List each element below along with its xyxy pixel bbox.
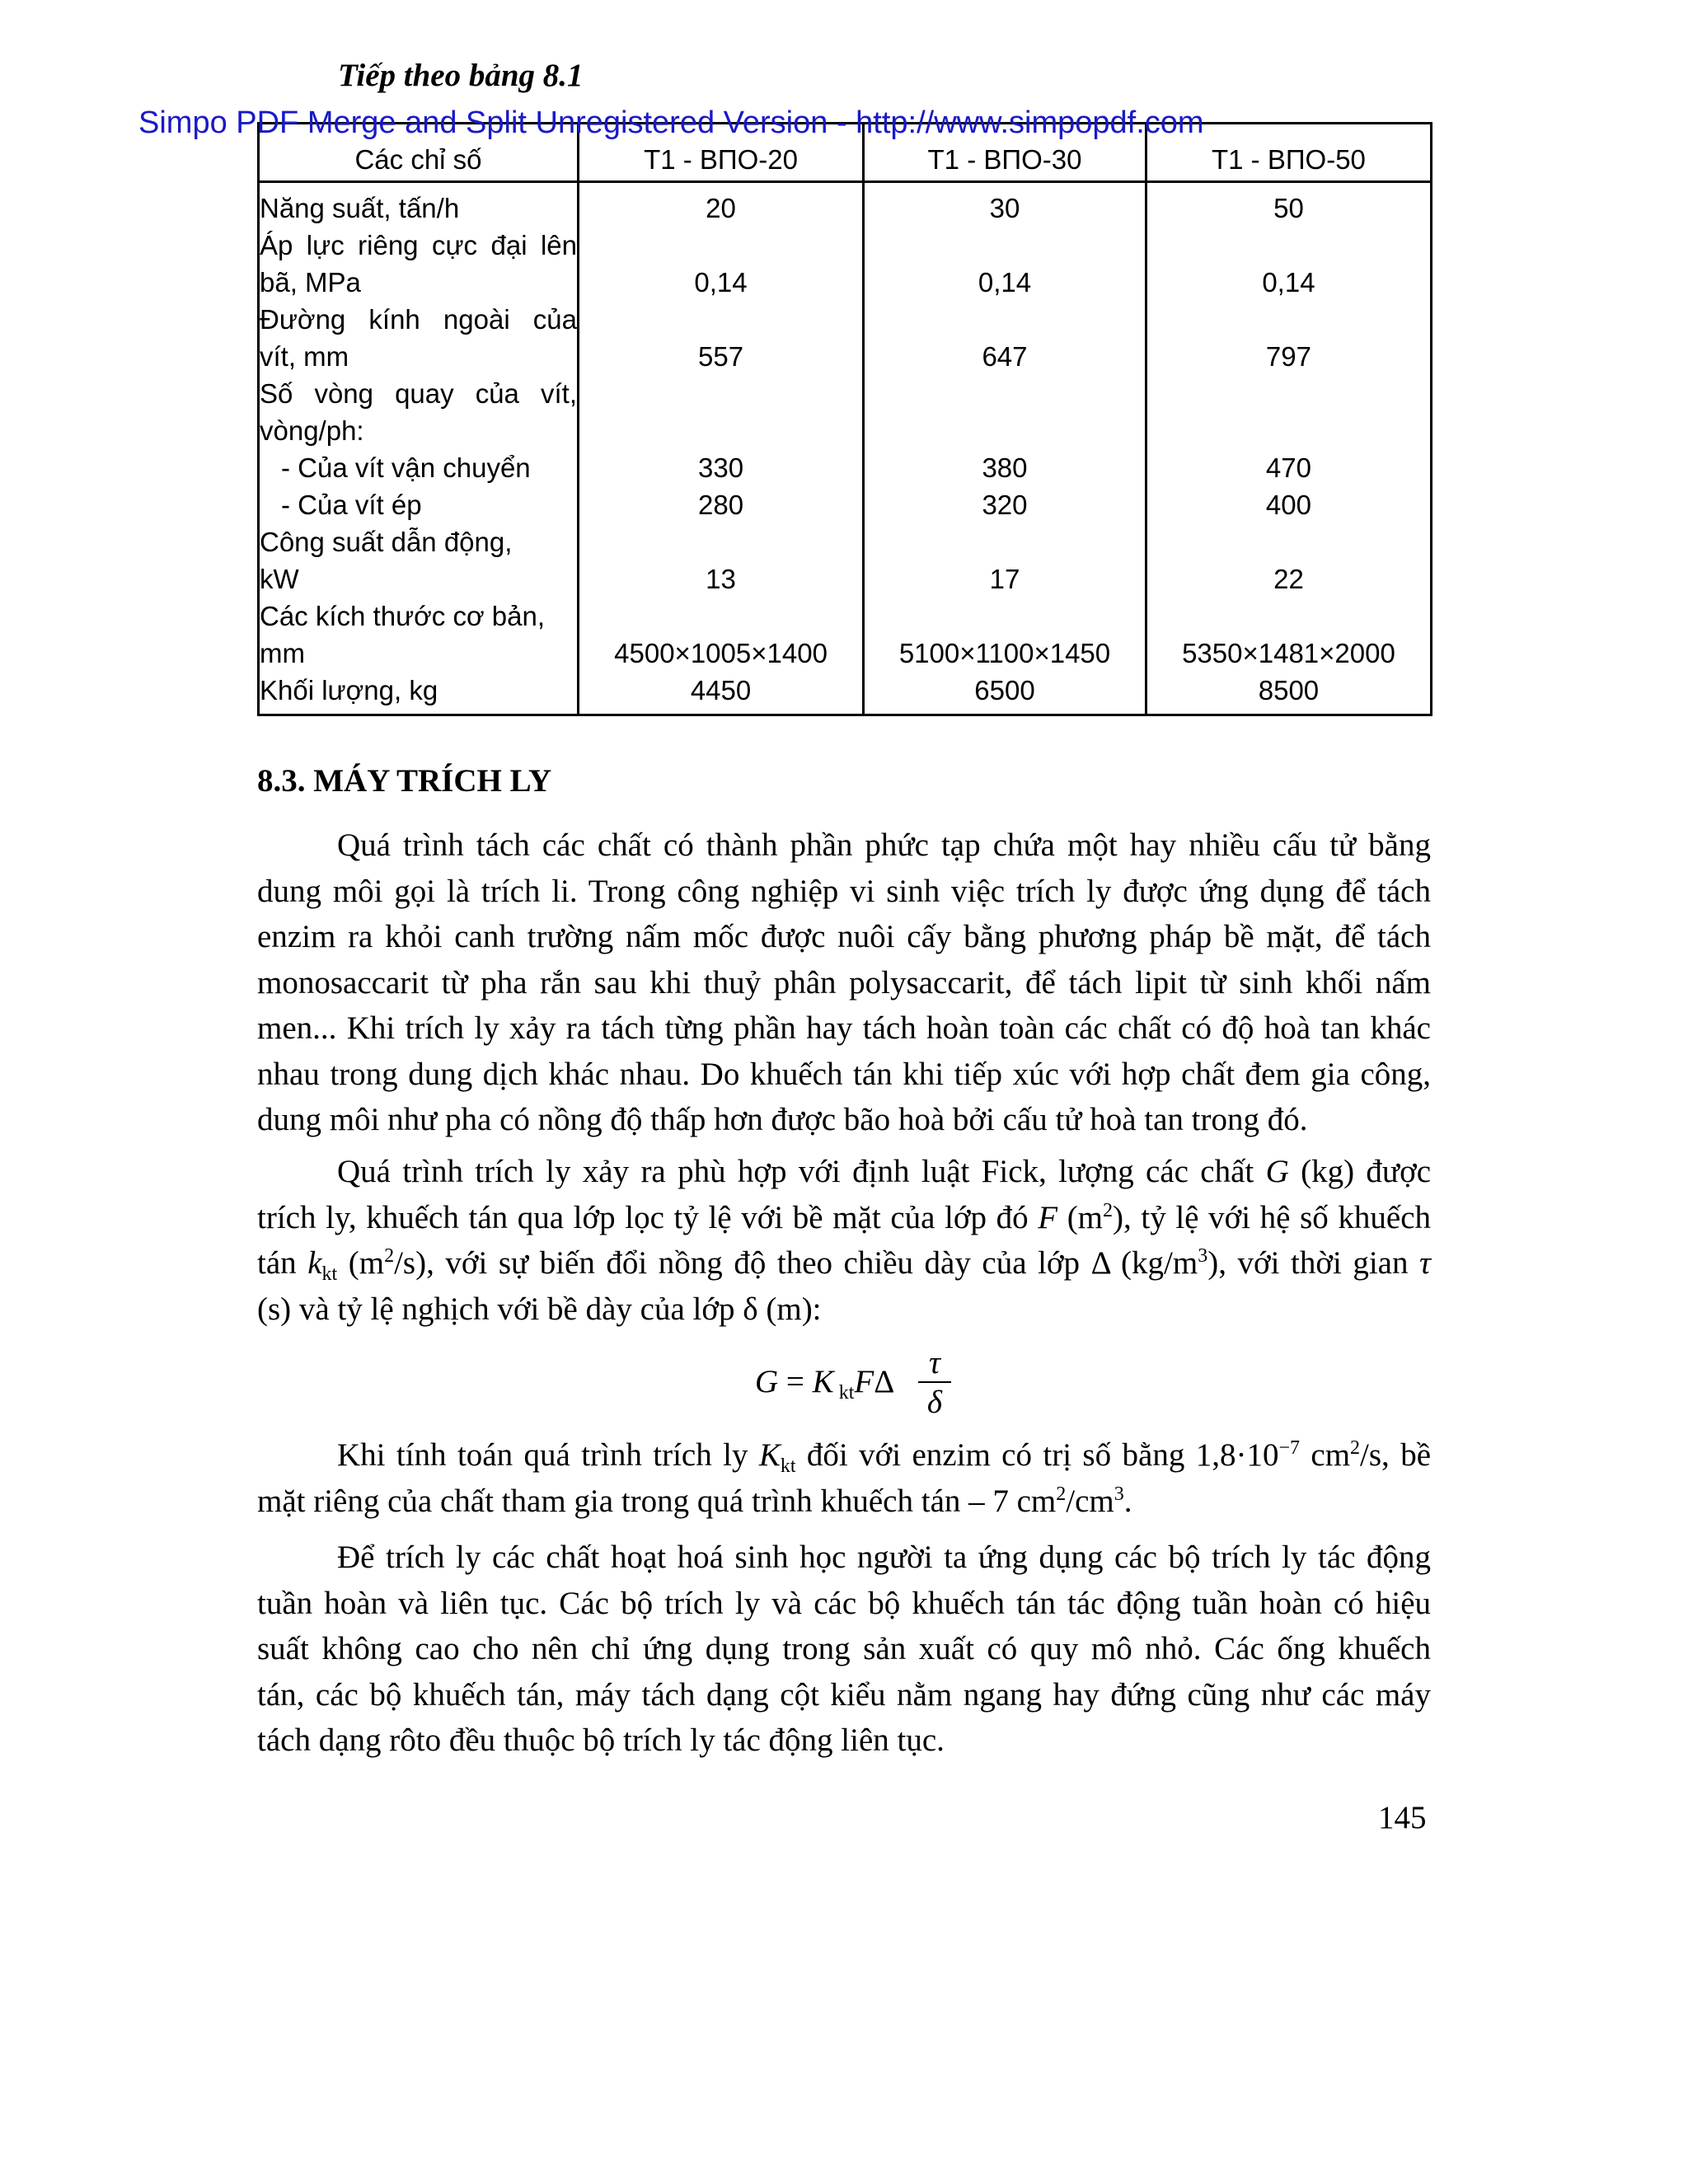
header-cell: Các chỉ số <box>259 124 579 182</box>
label-line: vít, mm <box>260 341 349 372</box>
row-label <box>259 182 579 227</box>
text-line: enzim ra khỏi canh trường nấm mốc được nuôi cấy bằng phương pháp bề mặt, để tách <box>257 919 1431 954</box>
row-label <box>259 486 579 523</box>
table-row <box>259 301 1432 375</box>
row-label <box>259 227 579 301</box>
table-row <box>259 598 1432 672</box>
table-cell: 22 <box>1273 564 1304 594</box>
table-cell: 280 <box>698 490 744 520</box>
label-line: Khối lượng, kg <box>260 675 438 705</box>
label-line: kW <box>260 564 299 594</box>
watermark-link[interactable]: Simpo PDF Merge and Split Unregistered Version - http://www.simpopdf.com <box>138 105 1204 140</box>
table-cell: 50 <box>1273 193 1304 223</box>
formula-denominator: δ <box>926 1385 943 1420</box>
table-cell: 5100×1100×1450 <box>898 638 1111 668</box>
text-line: dung môi như pha có nồng độ thấp hơn được bão hoà bởi cấu tử hoà tan trong đó. <box>257 1102 1308 1137</box>
text-line: men... Khi trích ly xảy ra tách từng phần hay tách hoàn toàn các chất có độ hoà tan khác <box>257 1010 1431 1046</box>
paragraph-4 <box>257 1535 1431 1764</box>
label-line: Công suất dẫn động, <box>260 527 513 557</box>
header-cell: T1 - BПО-20 <box>579 124 864 182</box>
section-heading: 8.3. MÁY TRÍCH LY <box>257 763 552 799</box>
label-line: bã, MPa <box>260 267 361 298</box>
table-row <box>259 182 1432 227</box>
table-cell <box>579 412 862 449</box>
label-line: Số vòng quay của vít, <box>260 378 577 409</box>
table-cell: 5350×1481×2000 <box>1182 638 1395 668</box>
table-cell: 0,14 <box>978 267 1032 298</box>
header-cell: T1 - BПО-50 <box>1146 124 1431 182</box>
label-line: mm <box>260 638 305 668</box>
table-row <box>259 672 1432 715</box>
text-line: dung môi gọi là trích li. Trong công nghiệp vi sinh việc trích ly được ứng dụng để tách <box>257 873 1431 909</box>
table-row <box>259 375 1432 449</box>
text-line: tuần hoàn và liên tục. Các bộ trích ly và các bộ khuếch tán tác động tuần hoàn có hiệu <box>257 1585 1431 1621</box>
table-cell: 380 <box>982 452 1028 483</box>
text-line: Khi tính toán quá trình trích ly $K_{kt}$ đối với enzim có trị số bằng $1,8\cdot 10^{-7}$ $cm^2/s$, bề <box>337 1437 1432 1477</box>
table-cell: 4500×1005×1400 <box>614 638 828 668</box>
row-label <box>259 301 579 375</box>
row-label <box>259 375 579 449</box>
paragraph-1 <box>257 823 1431 1143</box>
table-cell: 4450 <box>690 675 752 705</box>
label-line: Đường kính ngoài của <box>260 304 577 335</box>
text-line: trích ly, khuếch tán qua lớp lọc tỷ lệ với bề mặt của lớp đó F $(m^2)$, tỷ lệ với hệ số khuếch <box>257 1199 1432 1235</box>
table-cell: 30 <box>989 193 1020 223</box>
label-line: - Của vít vận chuyển <box>281 452 531 483</box>
table-cell: 0,14 <box>694 267 748 298</box>
fick-formula <box>755 1345 953 1424</box>
text-line: Quá trình tách các chất có thành phần phức tạp chứa một hay nhiều cấu tử bằng <box>337 827 1431 863</box>
table-continuation-title: Tiếp theo bảng 8.1 <box>338 58 584 93</box>
text-line: tán $k_{kt}$ $(m^2/s)$, với sự biến đổi nồng độ theo chiều dày của lớp Δ $(kg/m^3)$, với thời gian τ <box>257 1245 1431 1285</box>
table-row <box>259 523 1432 598</box>
text-line: suất không cao cho nên chỉ ứng dụng trong sản xuất có quy mô nhỏ. Các ống khuếch <box>257 1631 1431 1666</box>
page-number: 145 <box>1378 1800 1427 1835</box>
table-cell: 647 <box>982 341 1028 372</box>
row-label <box>259 523 579 598</box>
table-cell <box>865 412 1145 449</box>
paragraph-3 <box>257 1432 1431 1524</box>
text-line: (s) và tỷ lệ nghịch với bề dày của lớp δ (m): <box>257 1291 822 1327</box>
table-cell: 17 <box>989 564 1020 594</box>
header-cell: T1 - BПО-30 <box>864 124 1146 182</box>
text-line: tán, các bộ khuếch tán, máy tách dạng cột kiểu nằm ngang hay đứng cũng như các máy <box>257 1676 1431 1713</box>
table-cell: 470 <box>1265 452 1311 483</box>
table-cell: 6500 <box>974 675 1035 705</box>
label-line: Các kích thước cơ bản, <box>260 601 546 631</box>
table-cell: 797 <box>1265 341 1311 372</box>
table-cell: 320 <box>982 490 1028 520</box>
label-line: Áp lực riêng cực đại lên <box>260 230 577 260</box>
spec-table <box>257 122 1432 716</box>
table-cell: 20 <box>706 193 736 223</box>
formula-lhs: G = K $_{kt}$FΔ <box>755 1364 895 1404</box>
table-row <box>259 486 1432 523</box>
label-line: - Của vít ép <box>281 490 422 520</box>
row-label <box>259 672 579 715</box>
table-cell <box>1147 412 1430 449</box>
text-line: tách dạng rôto đều thuộc bộ trích ly tác động liên tục. <box>257 1722 945 1758</box>
table-cell: 400 <box>1265 490 1311 520</box>
label-line: Năng suất, tấn/h <box>260 193 460 223</box>
paragraph-2 <box>257 1149 1431 1332</box>
table-cell: 557 <box>698 341 744 372</box>
table-cell: 0,14 <box>1262 267 1315 298</box>
row-label <box>259 449 579 486</box>
table-cell: 8500 <box>1258 675 1320 705</box>
row-label <box>259 598 579 672</box>
table-cell: 330 <box>698 452 744 483</box>
text-line: monosaccarit từ pha rắn sau khi thuỷ phân polysaccarit, để tách lipit từ sinh khối nấm <box>257 964 1431 1001</box>
table-row <box>259 449 1432 486</box>
table-cell: 13 <box>706 564 736 594</box>
table-row <box>259 227 1432 301</box>
text-line: nhau trong dung dịch khác nhau. Do khuếch tán khi tiếp xúc với hợp chất đem gia công, <box>257 1056 1431 1092</box>
formula-numerator: τ <box>929 1345 940 1380</box>
text-line: Để trích ly các chất hoạt hoá sinh học người ta ứng dụng các bộ trích ly tác động <box>337 1540 1431 1575</box>
text-line: mặt riêng của chất tham gia trong quá trình khuếch tán – 7 $cm^2/cm^3$. <box>257 1483 1132 1519</box>
formula-fraction <box>918 1345 951 1422</box>
label-line: vòng/ph: <box>260 415 364 446</box>
text-line: Quá trình trích ly xảy ra phù hợp với định luật Fick, lượng các chất G (kg) được <box>337 1154 1432 1189</box>
